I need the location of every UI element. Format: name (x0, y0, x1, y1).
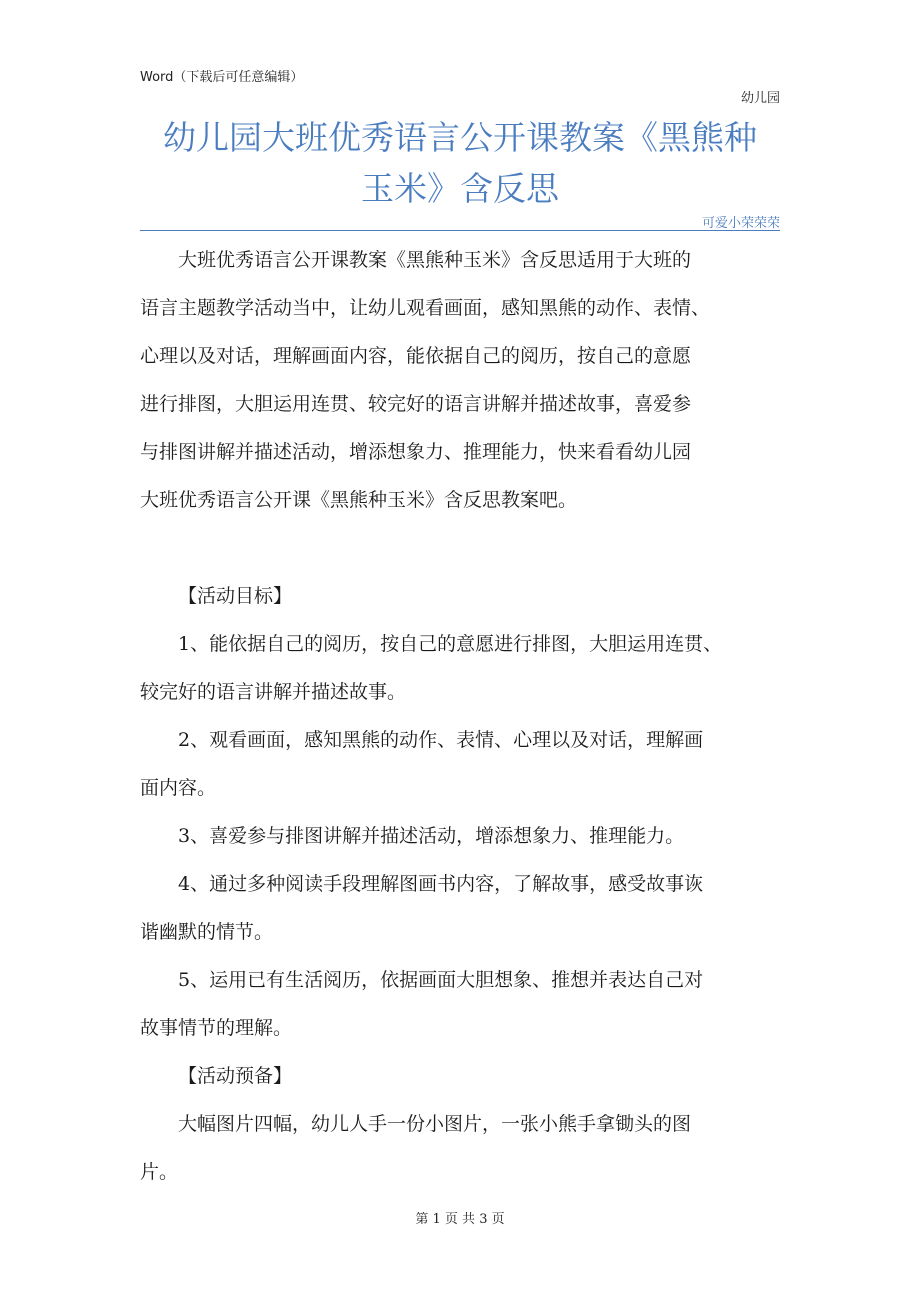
header-divider (140, 230, 780, 231)
goal-line: 面内容。 (140, 777, 217, 799)
header-category: 幼儿园 (740, 91, 780, 106)
goal-item (140, 620, 780, 716)
intro-paragraph (140, 236, 780, 524)
intro-line: 心理以及对话，理解画面内容，能依据自己的阅历，按自己的意愿 (140, 345, 692, 367)
prep-line: 大幅图片四幅，幼儿人手一份小图片，一张小熊手拿锄头的图 (178, 1113, 692, 1135)
goal-item (140, 812, 780, 860)
prep-line: 片。 (140, 1161, 179, 1183)
intro-line: 与排图讲解并描述活动，增添想象力、推理能力，快来看看幼儿园 (140, 441, 692, 463)
goal-item (140, 860, 780, 956)
section-heading-goals: 【活动目标】 (178, 585, 293, 607)
goal-line: 3、喜爱参与排图讲解并描述活动，增添想象力、推理能力。 (178, 825, 685, 847)
header-note: Word（下载后可任意编辑） (140, 70, 304, 85)
title-line-1: 幼儿园大班优秀语言公开课教案《黑熊种 (163, 118, 757, 157)
goal-line: 1、能依据自己的阅历，按自己的意愿进行排图，大胆运用连贯、 (178, 633, 723, 655)
goal-item (140, 716, 780, 812)
goal-line: 5、运用已有生活阅历，依据画面大胆想象、推想并表达自己对 (178, 969, 704, 991)
goal-line: 故事情节的理解。 (140, 1017, 293, 1039)
author-name: 可爱小荣荣荣 (701, 216, 780, 231)
paragraph-spacer (140, 524, 780, 572)
goal-item (140, 956, 780, 1052)
intro-line: 大班优秀语言公开课《黑熊种玉米》含反思教案吧。 (140, 489, 578, 511)
intro-line: 大班优秀语言公开课教案《黑熊种玉米》含反思适用于大班的 (178, 249, 692, 271)
goal-line: 4、通过多种阅读手段理解图画书内容，了解故事，感受故事诙 (178, 873, 704, 895)
intro-line: 进行排图，大胆运用连贯、较完好的语言讲解并描述故事，喜爱参 (140, 393, 692, 415)
goal-line: 较完好的语言讲解并描述故事。 (140, 681, 407, 703)
goal-line: 谐幽默的情节。 (140, 921, 274, 943)
section-heading-prep: 【活动预备】 (178, 1065, 293, 1087)
intro-line: 语言主题教学活动当中，让幼儿观看画面，感知黑熊的动作、表情、 (140, 297, 711, 319)
title-line-2: 玉米》含反思 (361, 169, 559, 208)
page-footer: 第 1 页 共 3 页 (415, 1212, 505, 1227)
prep-paragraph (140, 1100, 780, 1196)
goal-line: 2、观看画面，感知黑熊的动作、表情、心理以及对话，理解画 (178, 729, 704, 751)
document-body (140, 236, 780, 1196)
document-title (140, 112, 780, 214)
